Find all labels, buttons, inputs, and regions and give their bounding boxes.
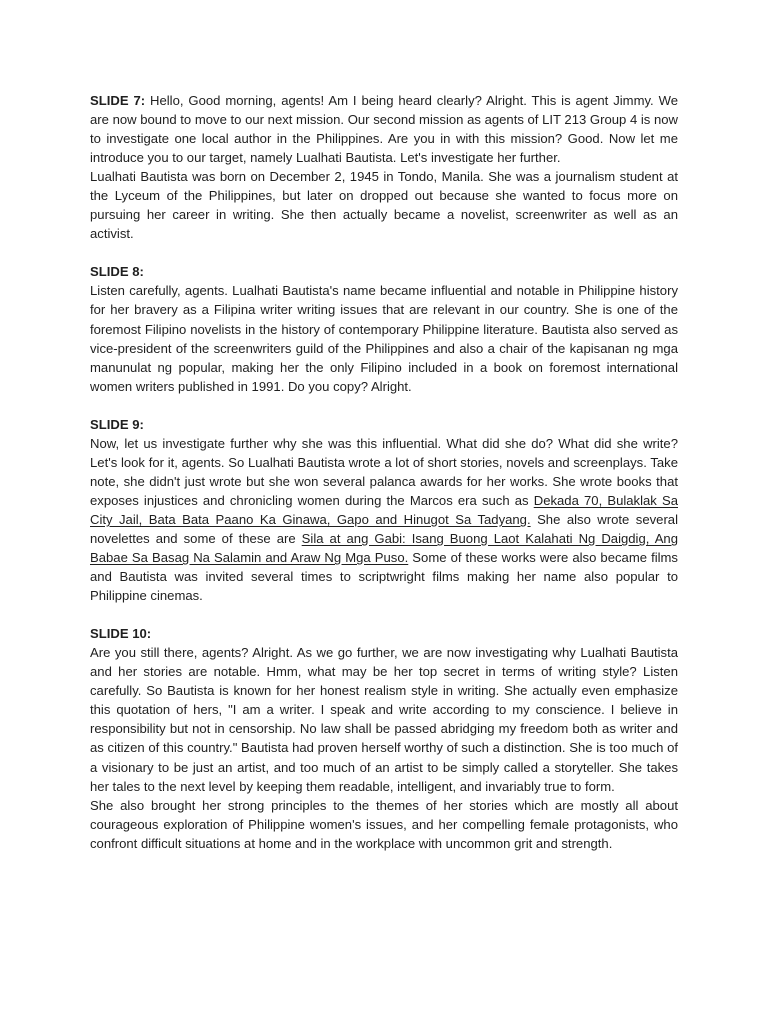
slide-7-heading: SLIDE 7: — [90, 93, 146, 108]
slide-9-text-c: Some of these works were also became films and Bautista was invited several times to scriptwright films making her name also popular to Philippine cinemas. — [90, 550, 678, 604]
slide-9-heading: SLIDE 9: — [90, 416, 144, 432]
section-spacer — [90, 605, 678, 624]
slide-9-text-a: Now, let us investigate further why she was this influential. What did she do? What did she write? Let's look for it, agents. So Lualhati Bautista wrote a lot of short stories, novels and screenplays. Take note, she didn't just wrote but she won several palanca awards for her works. She wrote books that exposes injustices and chronicling women during the Marcos era such as — [90, 435, 678, 508]
slide-9-paragraph-1 — [90, 434, 678, 605]
slide-9-novels-list: Dekada 70, Bulaklak Sa City Jail, Bata Bata Paano Ka Ginawa, Gapo and Hinugot Sa Tadyang. — [90, 492, 678, 527]
document-page — [90, 91, 678, 853]
slide-9-novelettes-list: Sila at ang Gabi: Isang Buong Laot Kalahati Ng Daigdig, Ang Babae Sa Basag Na Salamin and Araw Ng Mga Puso. — [90, 530, 678, 566]
slide-7-paragraph-1 — [90, 91, 678, 167]
slide-9-text-b: She also wrote several novelettes and some of these are — [90, 511, 678, 546]
slide-7-intro-text: Hello, Good morning, agents! Am I being heard clearly? Alright. This is agent Jimmy. We are now bound to move to our next mission. Our second mission as agents of LIT 213 Group 4 is now to investigate one local author in the Philippines. Are you in with this mission? Good. Now let me introduce you to our target, namely Lualhati Bautista. Let's investigate her further. — [90, 93, 679, 166]
slide-10-heading: SLIDE 10: — [90, 626, 152, 642]
slide-7-paragraph-2: Lualhati Bautista was born on December 2, 1945 in Tondo, Manila. She was a journalism student at the Lyceum of the Philippines, but later on dropped out because she wanted to focus more on pursuing her career in writing. She then actually became a novelist, screenwriter as well as an activist. — [90, 169, 678, 242]
slide-8-heading: SLIDE 8: — [90, 264, 144, 280]
slide-8-paragraph-1: Listen carefully, agents. Lualhati Bautista's name became influential and notable in Philippine history for her bravery as a Filipina writer writing issues that are relevant in our country. She is one of the foremost Filipino novelists in the history of contemporary Philippine literature. Bautista also served as vice-president of the screenwriters guild of the Philippines and also a chair of the kapisanan ng mga manunulat ng popular, making her the only Filipino included in a book on foremost international women writers published in 1991. Do you copy? Alright. — [90, 283, 678, 394]
slide-10-paragraph-2: She also brought her strong principles to the themes of her stories which are mostly all about courageous exploration of Philippine women's issues, and her compelling female protagonists, who confront difficult situations at home and in the workplace with uncommon grit and strength. — [90, 797, 678, 851]
slide-10-paragraph-1: Are you still there, agents? Alright. As we go further, we are now investigating why Lualhati Bautista and her stories are notable. Hmm, what may be her top secret in terms of writing style? Listen carefully. So Bautista is known for her honest realism style in writing. She actually even emphasize this quotation of hers, "I am a writer. I speak and write according to my conscience. I believe in responsibility but not in censorship. No law shall be passed abridging my freedom both as writer and as citizen of this country." Bautista had proven herself worthy of such a distinction. She is too much of a visionary to be just an artist, and too much of an artist to be simply called a storyteller. She takes her tales to the next level by keeping them readable, intelligent, and invariably true to form. — [90, 645, 678, 794]
section-spacer — [90, 396, 678, 415]
section-spacer — [90, 243, 678, 262]
